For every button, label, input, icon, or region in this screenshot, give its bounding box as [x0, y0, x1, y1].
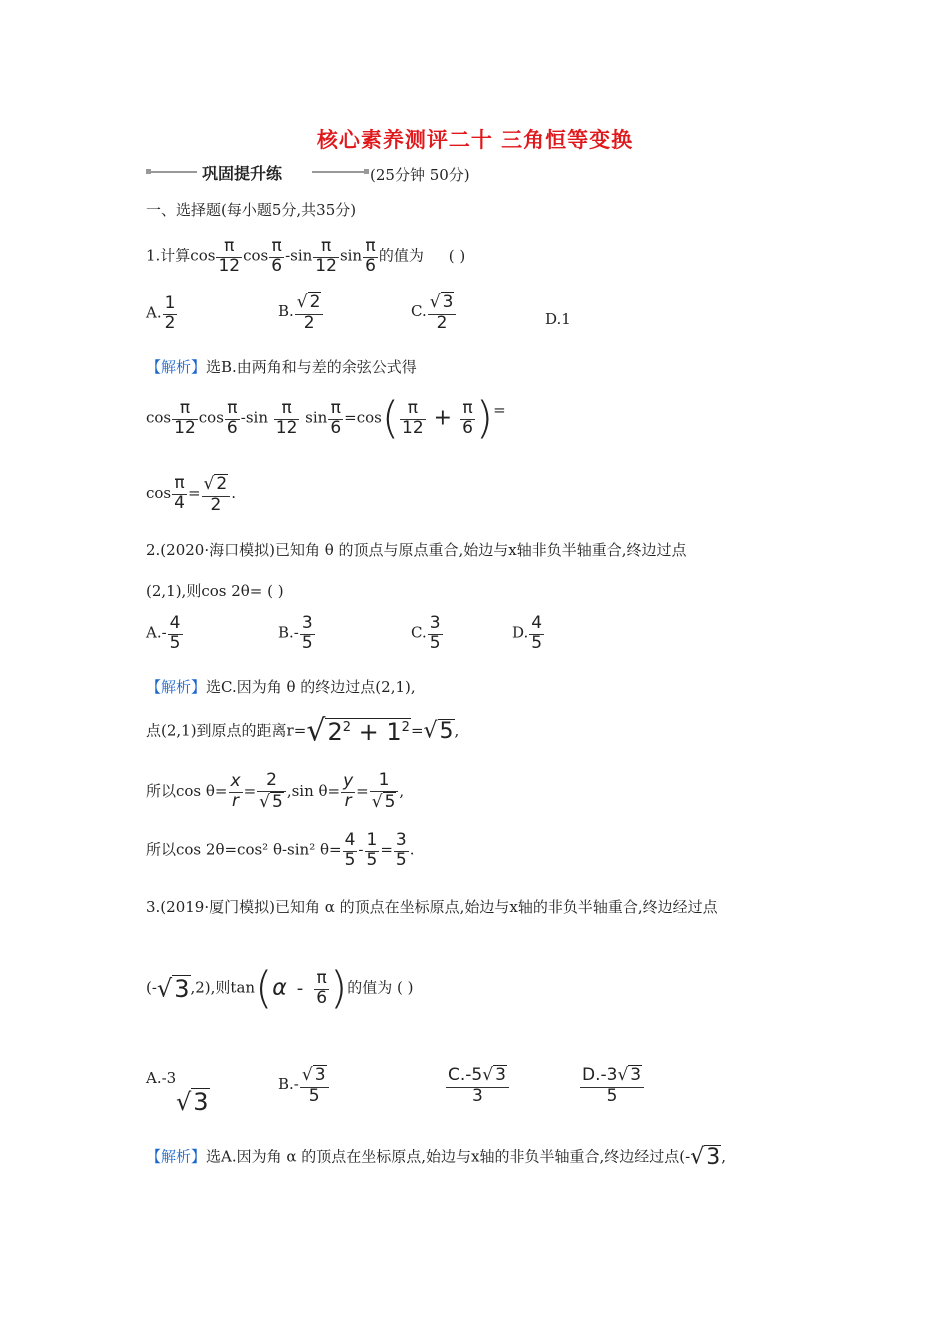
question-2-option-a[interactable]: A.- $\frac{4}{5}$ — [146, 613, 181, 653]
question-2-stem-line1: 2.(2020·海口模拟)已知角 θ 的顶点与原点重合,始边与x轴非负半轴重合,终边过点 — [146, 541, 687, 559]
question-1-option-a[interactable]: A. $\frac{1}{2}$ — [146, 293, 176, 333]
question-3-option-d[interactable]: $\frac{D.-3√ 3}{5}$ — [579, 1065, 645, 1105]
question-3-option-c[interactable]: $\frac{C.-5√ 3}{3}$ — [445, 1065, 510, 1105]
question-2-option-b[interactable]: B.- $\frac{3}{5}$ — [278, 613, 313, 653]
decoration-dot-right — [364, 169, 369, 174]
question-3-stem-line1: 3.(2019·厦门模拟)已知角 α 的顶点在坐标原点,始边与x轴的非负半轴重合,终边经过点 — [146, 898, 718, 916]
answer-3-intro: 【解析】选A.因为角 α 的顶点在坐标原点,始边与x轴的非负半轴重合,终边经过点(-√3, — [146, 1144, 727, 1170]
question-1-option-b[interactable]: B. $\frac{√ 2}{2}$ — [278, 292, 324, 332]
answer-1-formula: cos $\frac{\pi}{12}$ cos $\frac{\pi}{6}$ -sin $\frac{\pi}{12}$ sin $\frac{\pi}{6}$ =cos( $\frac{\pi}{12}$ + $\frac{\pi}{6}$ )= — [146, 392, 506, 444]
question-1-option-d[interactable]: D.1 — [545, 310, 571, 328]
question-2-option-c[interactable]: C. $\frac{3}{5}$ — [411, 613, 441, 653]
question-1-option-c[interactable]: C. $\frac{√ 3}{2}$ — [411, 292, 457, 332]
answer-1-result: cos $\frac{\pi}{4}$ = $\frac{√ 2}{2}$ . — [146, 473, 236, 515]
decoration-line-right — [312, 171, 364, 173]
answer-2-intro: 【解析】选C.因为角 θ 的终边过点(2,1), — [146, 678, 416, 696]
section-label: 巩固提升练 — [202, 164, 283, 183]
question-3-option-b[interactable]: B.- $\frac{√ 3}{5}$ — [278, 1065, 330, 1105]
analysis-tag: 【解析】 — [146, 1147, 207, 1166]
part-heading: 一、选择题(每小题5分,共35分) — [146, 201, 357, 219]
decoration-line-left — [151, 171, 197, 173]
section-time: (25分钟 50分) — [370, 166, 470, 184]
question-3-stem-line2: (-√3,2),则tan(α - $\frac{\pi}{6}$ )的值为 ( ) — [146, 962, 414, 1014]
answer-2-distance: 点(2,1)到原点的距离$r=√2^2 + 1^2=√5$, — [146, 713, 460, 749]
answer-2-result: 所以cos 2θ=cos² θ-sin² θ= $\frac{4}{5}$ - $\frac{1}{5}$ = $\frac{3}{5}$ . — [146, 830, 415, 870]
question-3-option-a[interactable]: A.-3 √3 — [146, 1069, 209, 1116]
analysis-tag: 【解析】 — [146, 358, 207, 376]
page-title: 核心素养测评二十 三角恒等变换 — [316, 128, 634, 152]
question-2-stem-line2: (2,1),则cos 2θ= ( ) — [146, 582, 284, 600]
answer-1-intro: 【解析】选B.由两角和与差的余弦公式得 — [146, 358, 417, 376]
question-2-option-d[interactable]: D. $\frac{4}{5}$ — [512, 613, 543, 653]
answer-2-cos-sin: 所以cos θ= $\frac{x}{r}$ = $\frac{2}{√ 5}$ ,sin θ= $\frac{y}{r}$ = $\frac{1}{√ 5}$ , — [146, 770, 405, 812]
question-1-stem: 1.计算cos $\frac{\pi}{12}$ cos $\frac{\pi}{6}$ -sin $\frac{\pi}{12}$ sin $\frac{\pi}{6}$ 的值为 ( ) — [146, 236, 466, 276]
analysis-tag: 【解析】 — [146, 678, 207, 696]
